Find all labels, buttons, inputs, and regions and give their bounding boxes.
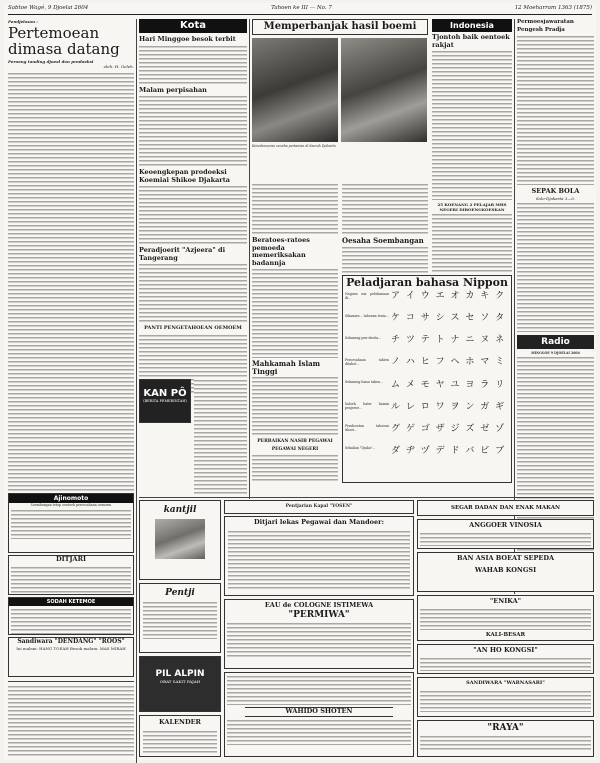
photo-story-col-right: [342, 183, 428, 277]
ad-fushitsu-title: Pentjarian Kapal "YOSEN": [285, 504, 353, 509]
sport-title: SEPAK BOLA: [531, 187, 580, 195]
ad-ban-title: BAN ASIA BOEAT SEPEDA: [456, 554, 554, 562]
ad-enika: [417, 595, 594, 641]
ad-anggoer: [417, 519, 594, 549]
ad-wahido-title: WAHIDO SHOTEN: [245, 707, 393, 717]
photo-farmers-2: [341, 38, 427, 142]
ad-ban: [417, 552, 594, 592]
front-kicker: Pendjelasan :: [8, 19, 38, 24]
bahasa-kana-grid: ア イ ウ エ オ カ キ ク ケ コ サ シ ス セ ソ タ チ ツ テ ト ナ ニ ヌ ネ ノ ハ ヒ フ ヘ ホ マ ミ ム メ モ ヤ ユ ヨ ラ リ ル レ ロ ワ ヲ ン ガ ギ グ ゲ ゴ ザ ジ ズ ゼ ゾ ダ ヂ ヅ デ ド バ ビ ブ: [391, 291, 505, 456]
front-headline: Pertemoean dimasa datang: [8, 24, 120, 58]
ad-dendang-title: Sandiwara "DENDANG" "ROOS": [17, 638, 125, 645]
bahasa-nippon: [342, 275, 512, 483]
ad-alpin-sub: OBAT SAKIT PAJAH: [159, 679, 201, 684]
soembangan-title: Oesaha Soembangan: [342, 236, 424, 245]
indonesia-article1-title: Tjontoh baik oentoek rakjat: [432, 33, 510, 49]
ad-kantjil: [139, 500, 221, 580]
kota-article2-title: Malam perpisahan: [139, 85, 207, 94]
bahasa-item: Sekalian "Djaku"...: [345, 446, 376, 450]
kanpo-subtitle: (BERITA PEMERINTAH): [143, 399, 187, 403]
ad-enika-title: "ENIKA": [489, 597, 522, 605]
ad-pentji: [139, 583, 221, 653]
indonesia-title: Indonesia: [432, 19, 512, 32]
ad-warnasari-title: SANDIWARA "WARNASARI": [466, 680, 545, 686]
photo-story-caption: Kemakmoeran oesaha pertanian di daerah Djakarta: [252, 144, 336, 148]
kota-text-2: [194, 379, 247, 495]
kota-article1-title: Hari Minggoe besok terbit: [139, 35, 236, 43]
ad-raya: [417, 720, 594, 757]
kota-article4-title: Peradjoerit "Azjeera" di Tangerang: [139, 246, 226, 262]
ad-raya-title: "RAYA": [487, 723, 524, 733]
kanpo-title: KAN PÔ: [143, 388, 187, 399]
ad-dendang-sub: Ini malam: HANG TOEAH Besok malam: MAS MIRAH: [16, 645, 126, 651]
ad-wahab-title: WAHAB KONGSI: [474, 565, 537, 574]
bahasa-items: [345, 292, 389, 468]
bahasa-item: Sikanaru... tahoean tenia...: [345, 314, 389, 318]
pemoeda-title: Beratoes-ratoes pemoeda memeriksakan badannja: [252, 236, 310, 267]
kanpo-box: [139, 379, 191, 423]
photo-story-headline: Memperbanjak hasil boemi: [252, 19, 428, 35]
ad-an-ho: [417, 644, 594, 674]
front-continued: [8, 685, 134, 757]
bahasa-item: Peroesahaan tahien ditabot...: [345, 358, 389, 366]
bahasa-item: Sekarang biasa taken...: [345, 380, 384, 384]
ad-wahido: [224, 672, 414, 757]
bahasa-item: Nagoen nia pelukanaan di...: [345, 292, 389, 300]
ad-segar-title: SEGAR DADAN DAN ENAK MAKAN: [451, 505, 560, 511]
bahasa-item: Pendooetan tahoean tiboei...: [345, 424, 389, 432]
ad-sumbangan-text: Soembangan tetap oentoek peroesahaan oemoem: [30, 503, 112, 507]
front-subhead: Peroeng tanding djoeal dan prodoeksi: [8, 59, 94, 64]
masthead: [8, 5, 592, 15]
ad-pegawai: [224, 516, 414, 596]
ad-ditjari-title: DITJARI: [55, 555, 87, 563]
ad-kalender: [139, 715, 221, 757]
photo-farmers-1: [252, 38, 338, 142]
ad-anggoer-title: ANGGOER VINOSIA: [469, 521, 542, 529]
ad-ditjari: [8, 555, 134, 595]
ad-segar: [417, 500, 594, 516]
front-body-text: [8, 72, 134, 509]
ad-sodah: [8, 597, 134, 635]
sport-sub: Solo-Djakarta 3—0.: [535, 195, 576, 201]
ad-permiwa: [224, 599, 414, 669]
bahasa-item: Sekarang pen-derita...: [345, 336, 382, 340]
indonesia-article3-title: 25 KOENANG 2 PELAJAR MHS NEGERI DIBOENGKOESKAN: [437, 202, 507, 212]
ad-warnasari: [417, 677, 594, 717]
column-rule: [136, 19, 137, 763]
radio-date: MINGGOE 9 DJOELAI 2604: [531, 350, 580, 355]
ad-kantjil-title: kantjil: [163, 505, 197, 515]
ad-alpin-title: PIL ALPIN: [155, 669, 205, 679]
kota-title: Kota: [139, 19, 247, 33]
perbaikan-title: PERBAIKAN NASIB PEGAWAI PEGAWAI NEGERI: [257, 439, 333, 452]
right-title1: Permoesjawaratan Pengesh Pradja: [517, 19, 574, 33]
front-byline: oleh: H. Oeleh.: [103, 64, 134, 69]
ad-ajinomoto-title: Ajinomoto: [9, 494, 133, 503]
ad-fushitsu: [224, 500, 414, 514]
ad-sodah-title: SODAH KETEMOE: [9, 598, 133, 606]
masthead-date-right: 12 Moeharram 1363 (1875): [514, 5, 592, 11]
bahasa-title: Peladjaran bahasa Nippon: [346, 276, 508, 289]
kota-article5-title: PANTI PENGETAHOEAN OEMOEM: [144, 325, 242, 331]
radio-title: Radio: [517, 335, 594, 349]
ad-dendang: [8, 637, 134, 677]
masthead-issue: Tahoen ke III — No. 7: [271, 5, 332, 11]
masthead-date-left: Sabtoe Wagé, 9 Djoelai 2604: [8, 5, 89, 11]
newspaper-page: [4, 3, 596, 760]
ad-an-ho-title: "AN HO KONGSI": [473, 646, 538, 654]
ad-sumbangan: [8, 493, 134, 553]
ad-pegawai-title: Ditjari lekas Pegawai dan Mandoer:: [254, 518, 384, 526]
ad-kali-besar-title: KALI-BESAR: [485, 631, 526, 638]
ad-pentji-title: Pentji: [165, 588, 195, 598]
ad-alpin: [139, 656, 221, 712]
mahkamah-title: Mahkamah Islam Tinggi: [252, 359, 321, 376]
bahasa-item: Saloeh bater kamin penjeroe...: [345, 402, 389, 410]
ad-perfume-title: EAU de COLOGNE ISTIMEWA: [264, 601, 374, 609]
indonesia-column: [432, 19, 512, 281]
photo-story-col-left: [252, 183, 338, 483]
ad-permiwa-title: "PERMIWA": [288, 609, 350, 620]
kota-article3-title: Keoengkepan prodoeksi Koemiai Shikoe Djakarta: [139, 168, 230, 184]
ad-kalender-title: KALENDER: [159, 718, 201, 726]
front-article: [8, 19, 134, 509]
